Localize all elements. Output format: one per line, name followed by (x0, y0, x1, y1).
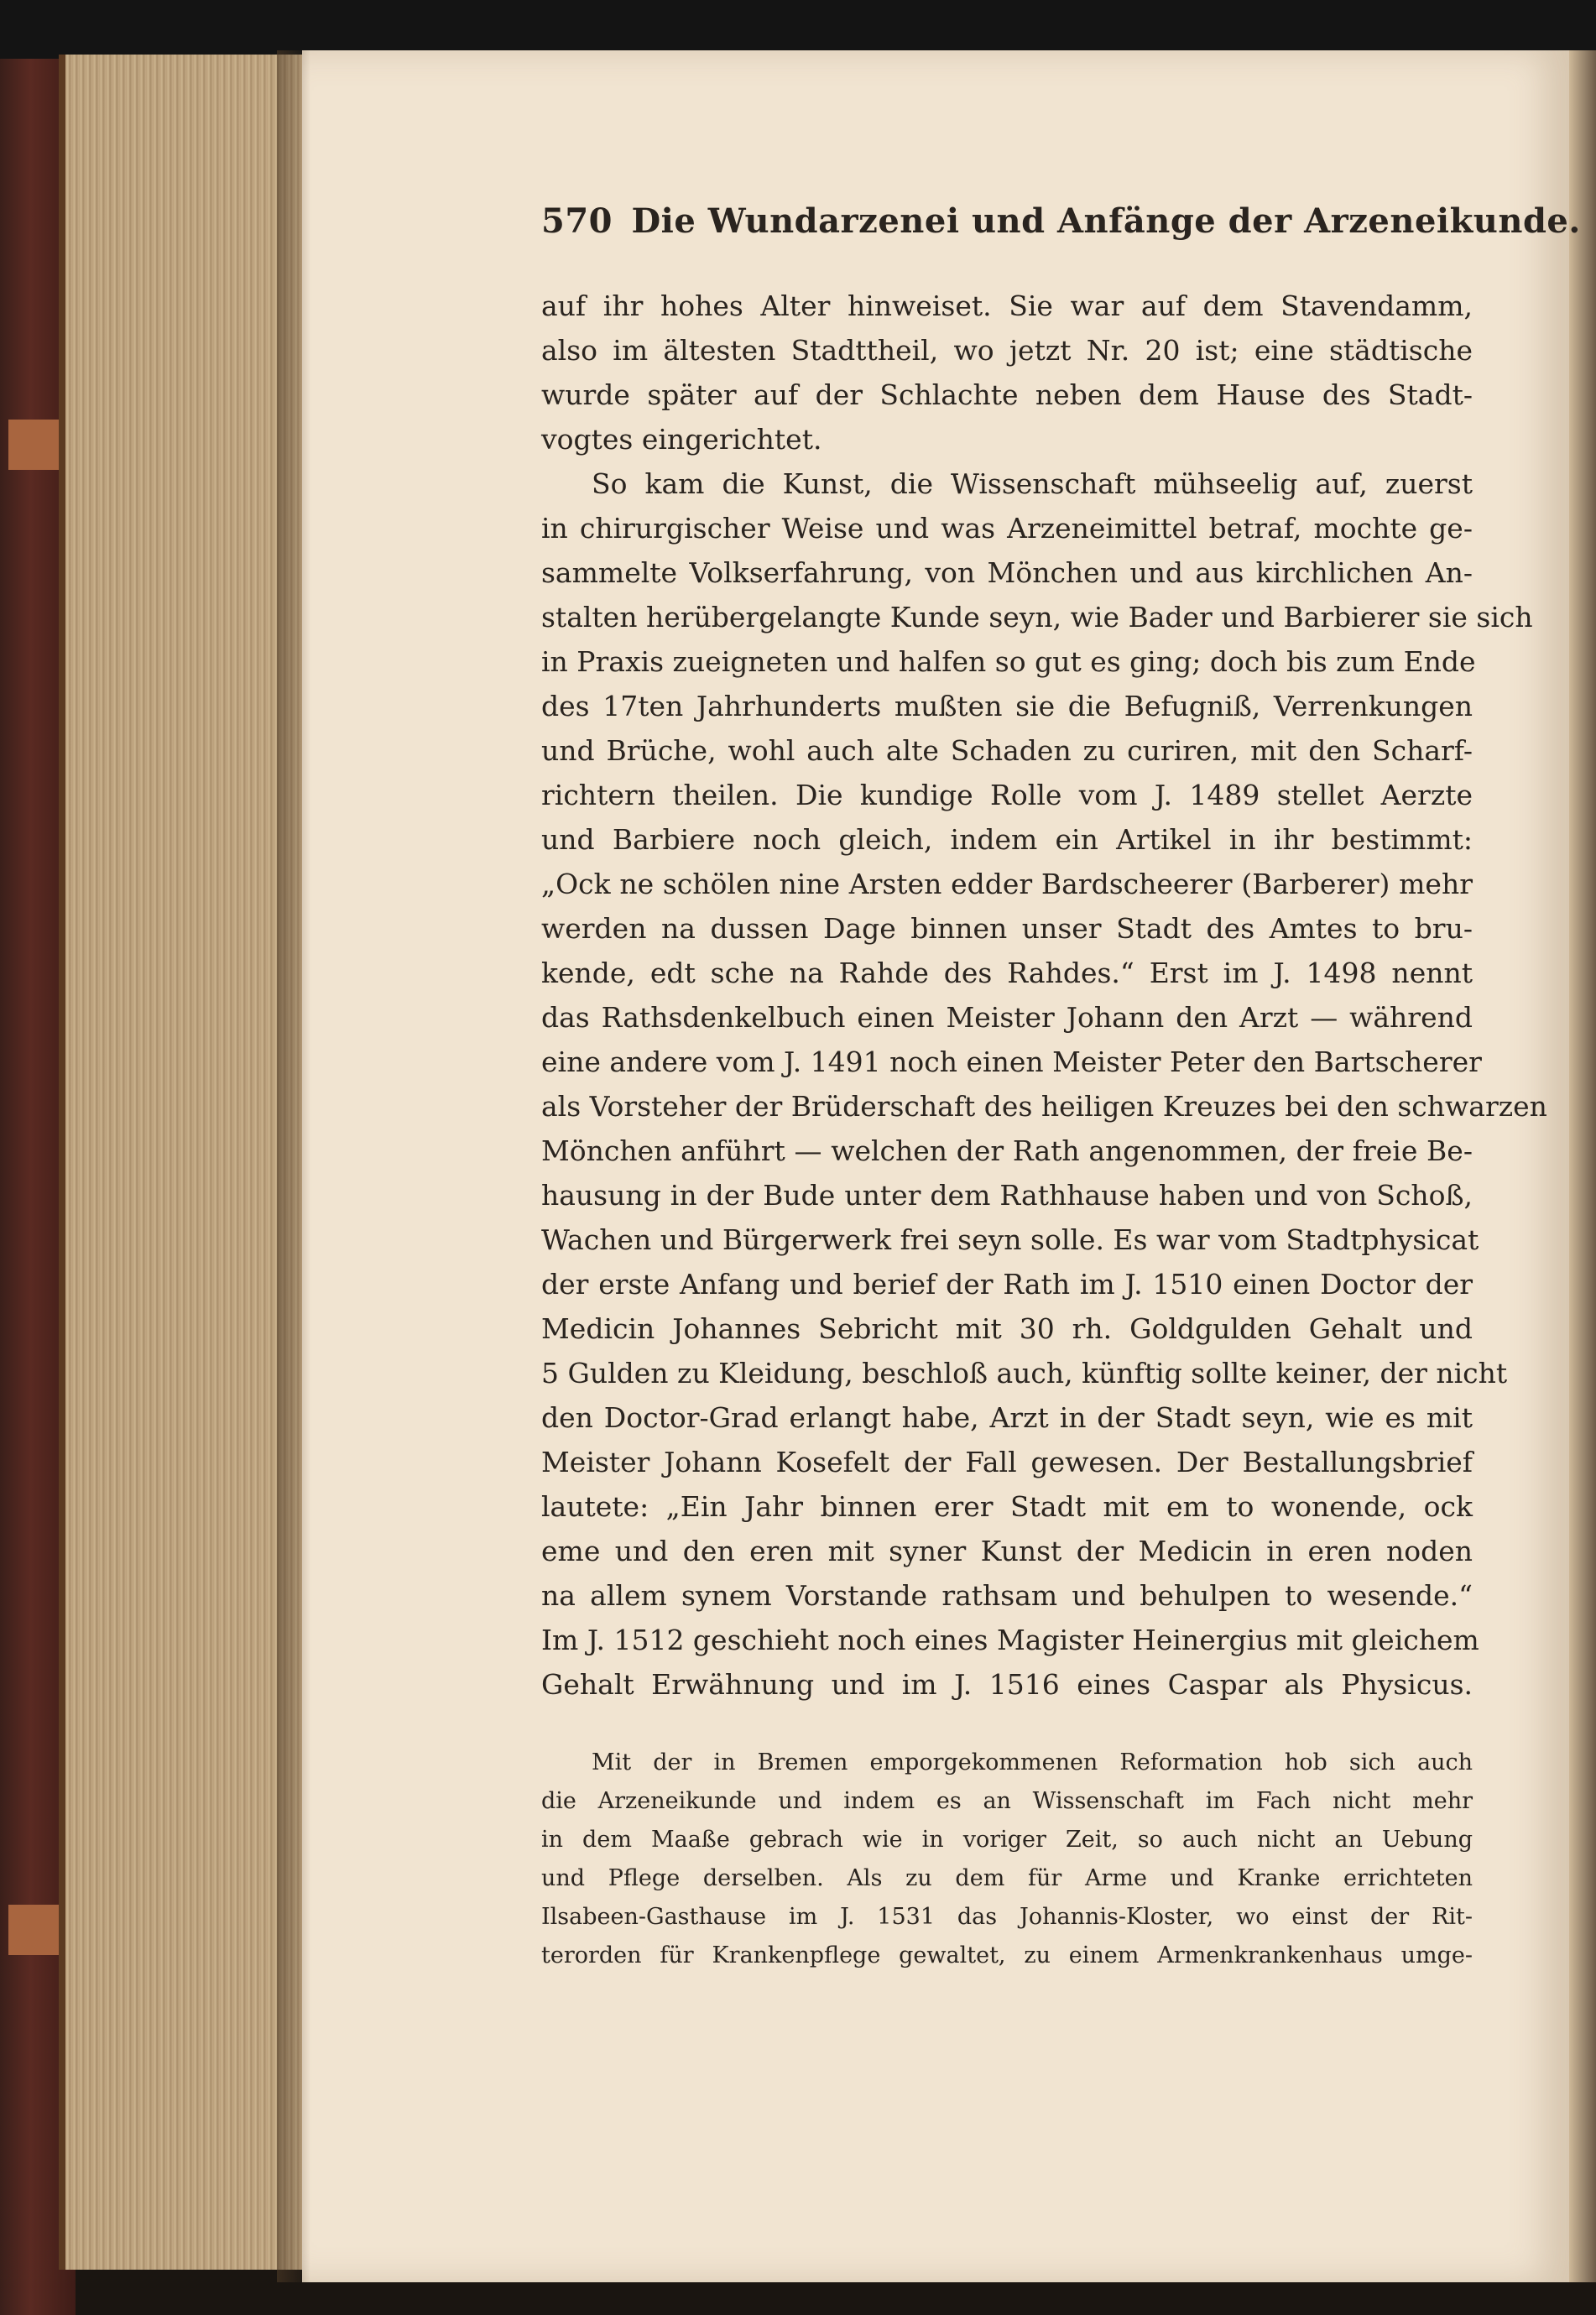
running-head (541, 201, 1581, 241)
text-line: stalten herübergelangte Kunde seyn, wie Bader und Barbierer sie sich (541, 601, 1533, 633)
text-line: also im ältesten Stadttheil, wo jetzt Nr. 20 ist; eine städtische (541, 334, 1473, 367)
footnote-line: in dem Maaße gebrach wie in voriger Zeit, so auch nicht an Uebung (541, 1827, 1473, 1853)
text-line: in chirurgischer Weise und was Arzeneimittel betraf, mochte ge- (541, 512, 1473, 545)
text-line: den Doctor-Grad erlangt habe, Arzt in der Stadt seyn, wie es mit (541, 1401, 1473, 1434)
text-line: sammelte Volkserfahrung, von Mönchen und aus kirchlichen An- (541, 556, 1473, 589)
text-line: auf ihr hohes Alter hinweiset. Sie war auf dem Stavendamm, (541, 289, 1473, 322)
text-line: wurde später auf der Schlachte neben dem Hause des Stadt- (541, 378, 1473, 411)
text-line: Wachen und Bürgerwerk frei seyn solle. Es war vom Stadtphysicat (541, 1223, 1479, 1256)
text-line: das Rathsdenkelbuch einen Meister Johann den Arzt — während (541, 1001, 1473, 1034)
text-line: Meister Johann Kosefelt der Fall gewesen. Der Bestallungsbrief (541, 1446, 1473, 1478)
text-line: Mönchen anführt — welchen der Rath angenommen, der freie Be- (541, 1134, 1473, 1167)
text-line: und Barbiere noch gleich, indem ein Artikel in ihr bestimmt: (541, 823, 1473, 856)
footnote-line: Ilsabeen-Gasthause im J. 1531 das Johannis-Kloster, wo einst der Rit- (541, 1904, 1473, 1930)
footnote-line: und Pflege derselben. Als zu dem für Arme und Kranke errichteten (541, 1865, 1473, 1891)
page-edge-right (1569, 50, 1596, 2282)
text-line: Medicin Johannes Sebricht mit 30 rh. Goldgulden Gehalt und (541, 1312, 1473, 1345)
text-line: kende, edt sche na Rahde des Rahdes.“ Erst im J. 1498 nennt (541, 957, 1473, 989)
footnote-line: terorden für Krankenpflege gewaltet, zu einem Armenkrankenhaus umge- (541, 1942, 1473, 1968)
text-line: Gehalt Erwähnung und im J. 1516 eines Caspar als Physicus. (541, 1668, 1473, 1701)
text-line: der erste Anfang und berief der Rath im J. 1510 einen Doctor der (541, 1268, 1473, 1301)
text-line: 5 Gulden zu Kleidung, beschloß auch, künftig sollte keiner, der nicht (541, 1357, 1508, 1390)
page-number: 570 (541, 201, 613, 241)
text-line: in Praxis zueigneten und halfen so gut es ging; doch bis zum Ende (541, 645, 1476, 678)
text-line: als Vorsteher der Brüderschaft des heiligen Kreuzes bei den schwarzen (541, 1090, 1547, 1123)
text-line: werden na dussen Dage binnen unser Stadt des Amtes to bru- (541, 912, 1473, 945)
text-line: „Ock ne schölen nine Arsten edder Bardscheerer (Barberer) mehr (541, 868, 1473, 900)
text-line: richtern theilen. Die kundige Rolle vom J. 1489 stellet Aerzte (541, 779, 1473, 811)
text-line: Im J. 1512 geschieht noch eines Magister Heinergius mit gleichem (541, 1624, 1479, 1656)
text-line: na allem synem Vorstande rathsam und behulpen to wesende.“ (541, 1579, 1473, 1612)
text-line: vogtes eingerichtet. (541, 423, 822, 456)
text-line: eine andere vom J. 1491 noch einen Meister Peter den Bartscherer (541, 1045, 1482, 1078)
text-line: und Brüche, wohl auch alte Schaden zu curiren, mit den Scharf- (541, 734, 1473, 767)
text-line: eme und den eren mit syner Kunst der Medicin in eren noden (541, 1535, 1473, 1567)
gutter-shadow (277, 50, 310, 2282)
text-line: lautete: „Ein Jahr binnen erer Stadt mit em to wonende, ock (541, 1490, 1473, 1523)
footnote-line: Mit der in Bremen emporgekommenen Reformation hob sich auch (592, 1749, 1473, 1775)
page-edges (59, 55, 309, 2270)
text-line: hausung in der Bude unter dem Rathhause haben und von Schoß, (541, 1179, 1473, 1212)
chapter-title: Die Wundarzenei und Anfänge der Arzeneikunde. (631, 201, 1581, 241)
footnote-line: die Arzeneikunde und indem es an Wissenschaft im Fach nicht mehr (541, 1788, 1473, 1814)
text-line: des 17ten Jahrhunderts mußten sie die Befugniß, Verrenkungen (541, 690, 1473, 722)
text-line: So kam die Kunst, die Wissenschaft mühseelig auf, zuerst (592, 467, 1473, 500)
